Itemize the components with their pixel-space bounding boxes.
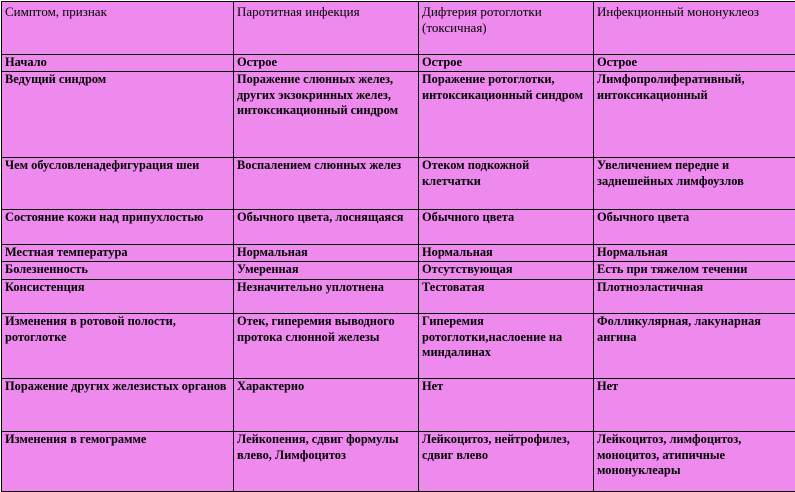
table-cell: Обычного цвета, лоснящаяся <box>234 210 419 245</box>
row-label: Состояние кожи над припухлостью <box>2 210 234 245</box>
table-row <box>2 245 795 262</box>
row-label: Местная температура <box>2 245 234 262</box>
table-row <box>2 158 795 210</box>
column-header-diphtheria: Дифтерия ротоглотки (токсичная) <box>419 2 594 55</box>
row-label: Чем обусловленадефигурация шеи <box>2 158 234 210</box>
column-header-symptom: Симптом, признак <box>2 2 234 55</box>
table-cell: Острое <box>419 55 594 72</box>
table-cell: Тестоватая <box>419 280 594 314</box>
table-cell: Нормальная <box>419 245 594 262</box>
table-cell: Фолликулярная, лакунарная ангина <box>594 314 795 379</box>
column-header-mononucleosis: Инфекционный мононуклеоз <box>594 2 795 55</box>
row-label: Ведущий синдром <box>2 72 234 158</box>
table-cell: Острое <box>234 55 419 72</box>
table-cell: Нормальная <box>234 245 419 262</box>
table-cell: Обычного цвета <box>419 210 594 245</box>
table-cell: Воспалением слюнных желез <box>234 158 419 210</box>
table-cell: Нормальная <box>594 245 795 262</box>
table-header-row <box>2 2 795 55</box>
row-label: Поражение других железистых органов <box>2 379 234 432</box>
column-header-mumps: Паротитная инфекция <box>234 2 419 55</box>
table-cell: Лимфопролиферативный, интоксикационный <box>594 72 795 158</box>
table-cell: Лейкопения, сдвиг формулы влево, Лимфоцитоз <box>234 432 419 492</box>
table-row <box>2 432 795 492</box>
table-cell: Нет <box>419 379 594 432</box>
row-label: Консистенция <box>2 280 234 314</box>
row-label: Начало <box>2 55 234 72</box>
table-row <box>2 280 795 314</box>
table-cell: Лейкоцитоз, нейтрофилез, сдвиг влево <box>419 432 594 492</box>
table-cell: Отек, гиперемия выводного протока слюнной железы <box>234 314 419 379</box>
table-cell: Нет <box>594 379 795 432</box>
table-cell: Отсутствующая <box>419 262 594 280</box>
table-cell: Поражение ротоглотки, интоксикационный синдром <box>419 72 594 158</box>
table-row <box>2 314 795 379</box>
table-row <box>2 262 795 280</box>
table-cell: Лейкоцитоз, лимфоцитоз, моноцитоз, атипичные мононуклеары <box>594 432 795 492</box>
table-row <box>2 379 795 432</box>
table-cell: Увеличением передне и заднешейных лимфоузлов <box>594 158 795 210</box>
table-cell: Умеренная <box>234 262 419 280</box>
table-cell: Гиперемия ротоглотки,наслоение на миндалинах <box>419 314 594 379</box>
table-row <box>2 210 795 245</box>
table-cell: Плотноэластичная <box>594 280 795 314</box>
table-cell: Поражение слюнных желез, других экзокринных желез, интоксикационный синдром <box>234 72 419 158</box>
table-cell: Незначительно уплотнена <box>234 280 419 314</box>
table-cell: Отеком подкожной клетчатки <box>419 158 594 210</box>
table-row <box>2 55 795 72</box>
table-cell: Обычного цвета <box>594 210 795 245</box>
row-label: Изменения в гемограмме <box>2 432 234 492</box>
table-cell: Острое <box>594 55 795 72</box>
table-cell: Характерно <box>234 379 419 432</box>
table-row <box>2 72 795 158</box>
row-label: Изменения в ротовой полости, ротоглотке <box>2 314 234 379</box>
table-cell: Есть при тяжелом течении <box>594 262 795 280</box>
comparison-table <box>1 1 795 492</box>
row-label: Болезненность <box>2 262 234 280</box>
